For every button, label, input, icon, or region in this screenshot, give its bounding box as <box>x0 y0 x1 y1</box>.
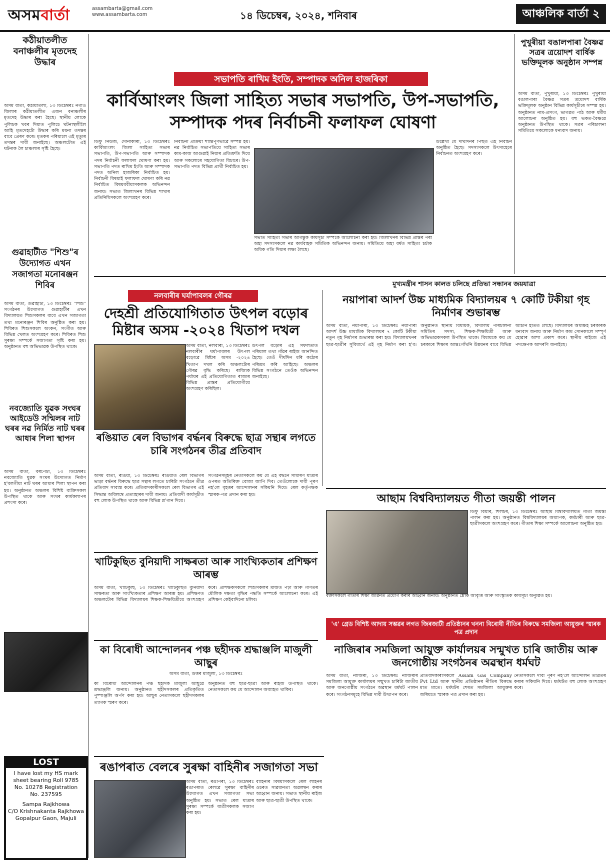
lost-text: I have lost my HS mark sheet bearing Roll 9785 No. 10278 Registration No. 237595 <box>13 771 79 798</box>
nazira-banner: 'এ' গ্ৰেড বিশিষ্ট আদায় সম্ভৱৰ লগত জিৰজাটী প্ৰতিষ্ঠানৰ খননা বিৰোধী নীতিৰ বিৰুদ্ধে সমজিলা আয়ুক্তৰ স্মাৰক পত্ৰ প্ৰদান <box>326 618 606 640</box>
divider <box>326 488 606 489</box>
section-badge <box>516 4 606 24</box>
issue-date: ১৪ ডিচেম্বৰ, ২০২৪, শনিবাৰ <box>240 11 358 22</box>
masthead-email: assambarta@gmail.com <box>92 6 153 12</box>
lost-place: Gopalpur Gaon, Majuli <box>15 816 77 822</box>
left-story2-headline: গুৱাহাটীত "শিশু"ৰ উদ্যোগত এখন সজাগতা মনোৰঞ্জন শিবিৰ <box>11 248 79 291</box>
masthead-website: www.assambarta.com <box>92 12 148 18</box>
page-number: ২ <box>592 6 600 20</box>
rangapara-headline: ৰঙাপৰাত বেলৰে সুৰক্ষা বাহিনীৰ সজাগতা সভা <box>100 760 318 774</box>
school-text: অসম বাৰ্তা, নয়াপাৰা, ১৩ ডিচেম্বৰঃ নয়াপাৰা আদৰ্শ উচ্চ মাধ্যমিক বিদ্যালয়ৰ ৭ কোটি টকীয়া নতুন গৃহ নিৰ্মাণৰ শুভাৰম্ভ কৰা হয়। বিদ্যালয়খনৰ ছাত্ৰ-ছাত্ৰীৰ সুবিধাৰ্থে এই গৃহ নিৰ্মাণ কৰা হ'ব। অনুষ্ঠানত স্থানীয় বিধায়ক, বিদ্যালয় পৰিচালনা সমিতিৰ সদস্য, শিক্ষক-শিক্ষয়িত্ৰী আৰু অভিভাৱকসকল উপস্থিত থাকে। বিধায়কে কয় যে চৰকাৰে শিক্ষাৰ আন্তঃগাঁথনি উন্নয়নৰ বাবে বিভিন্ন আঁচনি হাতত লৈছে। বিদ্যালয়ৰ অধ্যক্ষই চৰকাৰক ধন্যবাদ জনায় আৰু নিৰ্মাণ কাম সোনকালে সম্পূৰ্ণ হোৱাৰ আশা প্ৰকাশ কৰে। স্থানীয় ৰাইজে এই পদক্ষেপক আদৰণি জনাইছে। <box>326 324 606 348</box>
divider <box>94 276 606 277</box>
majuli-headline: কা বিৰোধী আন্দোলনৰ পঞ্চ ছহীদক শ্ৰদ্ধাঞ্জলি মাজুলী আছুৰ <box>100 645 312 669</box>
section-name: আঞ্চলিক বাৰ্তা <box>522 6 589 20</box>
majuli-text-a: কা বিৰোধী আন্দোলনৰ পঞ্চ ছহীদক মাজুলী আছুৱে শ্ৰদ্ধাঞ্জলি জনায়। অনুষ্ঠানত ছহীদসকলৰ প্ৰতিকৃতিত পুষ্পাঞ্জলি অৰ্পণ কৰা হয়। আছুৰ নেতাসকলে ছহীদসকলৰ ত্যাগক স্মৰণ কৰে। <box>94 682 204 706</box>
rangapara-text-b: বাহিনীৰ বিষয়াসকলে ৰেল লাইনৰ ওচৰত সাৱধানতা অৱলম্বন কৰাৰ আহ্বান জনায়। সভাত স্থানীয় ৰাইজ আৰু ছাত্ৰ-ছাত্ৰী উপস্থিত থাকে। <box>256 780 322 804</box>
protest-text-b: সংগঠনসমূহৰ নেতাসকলে কয় যে এই বৰ্দ্ধনে সাধাৰণ যাত্ৰীৰ ওপৰত অতিৰিক্ত বোজা জাপি দিব। তেওঁলোকে দাবী পূৰণ নহ'লে বৃহত্তৰ আন্দোলনৰ সকিয়নি দিয়ে। ৰেল কৰ্তৃপক্ষক স্মাৰক-পত্ৰ প্ৰদান কৰা হয়। <box>208 474 318 498</box>
logo-part2: বাৰ্তা <box>40 6 71 24</box>
rangapara-text-a: অসম বাৰ্তা, ৰঙাপৰা, ১৩ ডিচেম্বৰঃ ৰঙাপৰাত ৰেলৱে সুৰক্ষা বাহিনীৰ উদ্যোগত এখন সজাগতা সভা অনুষ্ঠিত হয়। সভাত ৰেল যাত্ৰাৰ সুৰক্ষা সম্পৰ্কে যাত্ৰীসকলক সজাগ কৰা হয়। <box>186 780 254 817</box>
protest-headline: ৰঙিয়াত ৰেল বিভাগৰ বৰ্দ্ধনৰ বিৰুদ্ধে ছাত্ৰ সন্থাৰ লগতে চাৰি সংগঠনৰ তীব্ৰ প্ৰতিবাদ <box>96 433 316 457</box>
bodybuilder-photo <box>94 344 186 430</box>
majuli-kicker: অসম বাৰ্তা, উত্তৰ মাজুলী, ১৩ ডিচেম্বৰঃ <box>169 672 243 677</box>
masthead-info <box>92 6 202 18</box>
gita-photo <box>326 510 468 594</box>
protest-text-a: অসম বাৰ্তা, ৰঙিয়া, ১৩ ডিচেম্বৰঃ ৰঙিয়াত ৰেল বিভাগৰ ভাড়া বৰ্দ্ধনৰ বিৰুদ্ধে ছাত্ৰ সন্থাৰ লগতে চাৰিটা সংগঠনে তীব্ৰ প্ৰতিবাদ সাব্যস্ত কৰে। প্ৰতিবাদকাৰীসকলে ৰেল বিভাগৰ এই সিদ্ধান্ত অবিলম্বে প্ৰত্যাহাৰৰ দাবী জনায়। প্ৰতিবাদী কাৰ্যসূচীত বহু লোক উপস্থিত থাকে আৰু বিভিন্ন শ্ল'গান দিয়ে। <box>94 474 204 504</box>
top-story-text-c: সভাত সাহিত্য সভাৰ আগন্তুক কাৰ্যসূচী সম্পৰ্কে আলোচনা কৰা হয়। জিলাখনৰ বিভিন্ন প্ৰান্তৰ পৰা অহা সদস্যসকলে নৱ কাৰ্যবাহক সমিতিক অভিনন্দন জনায়। সমিতিয়ে অহা বৰ্ষত সাহিত্য চৰ্চাক অধিক গতি দিয়াৰ লক্ষ্য লৈছে। <box>254 236 432 254</box>
column-rule <box>514 34 515 274</box>
top-story-photo <box>254 148 434 234</box>
left-story1-text: অসম বাৰ্তা, কঠীয়াতলী, ১৩ ডিচেম্বৰঃ নগাঁও জিলাৰ কঠীয়াতলীত এজন বনাঞ্চলীৰ মৃতদেহ উদ্ধাৰ কৰা হৈছে। স্থানীয় লোকে পুলিচক খবৰ দিয়াত পুলিচে ঘটনাস্থলীলৈ আহি মৃতদেহটো উদ্ধাৰ কৰি ময়না তদন্তৰ বাবে প্ৰেৰণ কৰে। মৃতকৰ পৰিয়ালে এই মৃত্যুৰ তদন্তৰ দাবী জনাইছে। অঞ্চলটোত এই ঘটনাক লৈ চাঞ্চল্যৰ সৃষ্টি হৈছে। <box>4 104 86 153</box>
training-headline: খাটিকুছিত বুনিয়াদী সাক্ষৰতা আৰু সাংখ্যিকতাৰ প্ৰশিক্ষণ আৰম্ভ <box>94 557 318 581</box>
mid-kicker-banner: নলবাৰীৰ ঘৰ্যাপাবলৰ গৌৰৱ <box>128 290 258 302</box>
top-story-text-a: ডিফু নিউজ, দোনাকাৰা, ১৩ ডিচেম্বৰঃ কাৰ্বিআংলং জিলা সাহিত্য সভাৰ সভাপতি, উপ-সভাপতি আৰু সম্পাদক পদৰ নিৰ্বাচনী ফলাফল ঘোষণা কৰা হয়। সভাপতি পদত ৰাখিম ইংতি আৰু সম্পাদক পদত অনিল হাজৰিকা নিৰ্বাচিত হয়। নিৰ্বাচনী বিষয়াই ফলাফল ঘোষণা কৰি নৱ নিৰ্বাচিত বিষয়ববীয়াসকলক অভিনন্দন জনায়। সভাত জিলাখনৰ বিভিন্ন শাখাৰ প্ৰতিনিধিসকলে অংশগ্ৰহণ কৰে। <box>94 140 170 201</box>
lost-notice <box>4 756 88 860</box>
top-story-banner: সভাপতি ৰাখিম ইংতি, সম্পাদক অনিল হাজৰিকা <box>174 72 428 86</box>
gita-text-b: বক্তাসকলে গীতাৰ শিক্ষা জীৱনত প্ৰয়োগ কৰাৰ আহ্বান জনায়। অনুষ্ঠানত শ্লোক আবৃত্তি আৰু সাংস্কৃতিক কাৰ্যসূচী অনুষ্ঠিত হয়। <box>326 594 553 599</box>
right-story1-text: অসম বাৰ্তা, পুখুৰীয়া, ১৩ ডিচেম্বৰঃ পুখুৰীয়া বঙালপাৰা বৈষ্ণৱ সত্ৰৰ ত্ৰয়োদশ বাৰ্ষিক ভক্তিমূলক অনুষ্ঠান বিভিন্ন কাৰ্যসূচীৰে সম্পন্ন হয়। অনুষ্ঠানত নাম-প্ৰসংগ, ভাগৱত পাঠ আৰু ধৰ্মীয় আলোচনা অনুষ্ঠিত হয়। বহু ভকত-বৈষ্ণৱে অনুষ্ঠানত উপস্থিত থাকে। সত্ৰৰ পৰিচালনা সমিতিয়ে সকলোকে ধন্যবাদ জনায়। <box>518 92 606 135</box>
bodybuilder-text-b: উৎপল বড়োৰ এই সফলতাত পৰিয়াল তথা গাঁৱৰ ৰাইজ আনন্দিত হৈছে। তেওঁ দীৰ্ঘদিন ধৰি কঠোৰ পৰিশ্ৰম কৰি আহিছে। অঞ্চলৰ বিভিন্ন সংগঠনে তেওঁক অভিনন্দন জনাইছে। <box>252 344 318 381</box>
nazira-text-b: প্ৰতিবাদকাৰীসকলে Assam Gas Company Pvt Ltd আৰু স্থানীয় প্ৰতিষ্ঠানৰ নীতিৰ বিৰুদ্ধে মাত মাতে। ধৰ্মঘটৰ শেষত সমজিলা আয়ুক্তৰ জৰিয়তে স্মাৰক পত্ৰ প্ৰদান কৰা হয়। <box>420 674 512 698</box>
gita-text-a: ডিফু বিয়াৰ, শিলচৰ, ১৩ ডিচেম্বৰঃ আছাম বিশ্ববিদ্যালয়ত গীতা জয়ন্তী পালন কৰা হয়। অনুষ্ঠানত বিশ্ববিদ্যালয়ৰ অধ্যাপক, কৰ্মচাৰী আৰু ছাত্ৰ-ছাত্ৰীসকলে অংশগ্ৰহণ কৰে। গীতাৰ শিক্ষা সম্পৰ্কে আলোচনা অনুষ্ঠিত হয়। <box>470 510 606 528</box>
top-story-text-b: নিৰ্বাচনী প্ৰক্ৰিয়া শান্তিপূৰ্ণভাৱে সম্পন্ন হয়। নৱ নিৰ্বাচিত সভাপতিয়ে সাহিত্য সভাৰ কাম-কাজ আগুৱাই নিয়াৰ প্ৰতিশ্ৰুতি দিয়ে আৰু সকলোৰে সহযোগিতা বিচাৰে। উপ-সভাপতি পদত বিভিন্ন প্ৰাৰ্থী নিৰ্বাচিত হয়। <box>174 140 250 170</box>
nazira-text-a: অসম বাৰ্তা, নাজিৰা, ১৩ ডিচেম্বৰঃ নাজিৰাৰ সমজিলা আয়ুক্ত কাৰ্যালয়ৰ সন্মুখত চাৰিটা জাতীয় আৰু জনগোষ্ঠীয় সংগঠনে অৱস্থান ধৰ্মঘট পালন কৰে। সংগঠনসমূহে বিভিন্ন দাবী উত্থাপন কৰে। <box>326 674 418 698</box>
rangapara-photo <box>94 780 186 858</box>
column-rule <box>88 34 89 858</box>
divider <box>94 552 318 553</box>
ad-image <box>4 632 88 692</box>
nazira-text-c: নেতাসকলে দাবী পূৰণ নহ'লে আন্দোলন তীব্ৰতৰ কৰাৰ সকিয়নি দিয়ে। ধৰ্মঘটত বহু লোক অংশগ্ৰহণ কৰে। <box>514 674 606 692</box>
right-story1-headline: পুখুৰীয়া বঙালপাৰা বৈষ্ণৱ সত্ৰৰ ত্ৰয়োদশ বাৰ্ষিক ভক্তিমূলক অনুষ্ঠান সম্পন্ন <box>520 38 604 67</box>
left-story2-text: অসম বাৰ্তা, গুৱাহাটী, ১৩ ডিচেম্বৰঃ "শিশু" সংগঠনৰ উদ্যোগত গুৱাহাটীৰ এখন বিদ্যালয়ত শিশুসকলৰ বাবে এখন সজাগতা তথা মনোৰঞ্জন শিবিৰ অনুষ্ঠিত কৰা হয়। শিবিৰত শিশুসকলে অংকন, সংগীত আৰু বিভিন্ন খেলত অংশগ্ৰহণ কৰে। শিবিৰত শিশু সুৰক্ষা সম্পৰ্কে সজাগতা সৃষ্টি কৰা হয়। অনুষ্ঠানত বহু অভিভাৱক উপস্থিত থাকে। <box>4 302 86 351</box>
bodybuilder-text-a: অসম বাৰ্তা, নলবাৰী, ১৩ ডিচেম্বৰঃ নলবাৰীৰ ঘৰ্যাপাবলৰ উৎপল বড়োৱে মিষ্টাৰ অসম -২০২৪ খিতাপ দখল কৰি অঞ্চলটোৰ গৌৰৱ বৃদ্ধি কৰিছে। ৰাজ্যিক পৰ্যায়ৰ এই প্ৰতিযোগিতাত ৰাজ্যৰ বিভিন্ন প্ৰান্তৰ প্ৰতিযোগীয়ে অংশগ্ৰহণ কৰিছিল। <box>186 344 250 393</box>
majuli-text-b: অনুষ্ঠানত বহু ছাত্ৰ-ছাত্ৰী আৰু ৰাইজ উপস্থিত থাকে। নেতাসকলে কয় যে আন্দোলন অব্যাহত থাকিব। <box>208 682 318 694</box>
lost-title: LOST <box>6 758 86 768</box>
lost-name: Sampa Rajkhowa <box>22 802 70 808</box>
mid-banner-text: মুখ্যমন্ত্ৰীৰ শাসন কালত চলিছে প্ৰতিভা সন্ধানৰ জয়যাত্ৰা <box>392 280 536 288</box>
logo-part1: অসম <box>8 6 41 24</box>
top-story-text-d: উল্লেখ্য যে দীৰ্ঘদিনৰ পিছত এই নিৰ্বাচন অনুষ্ঠিত হৈছে। সদস্যসকলে উৎসাহেৰে নিৰ্বাচনত অংশগ্ৰহণ কৰে। <box>436 140 512 158</box>
gita-headline: আছাম বিশ্ববিদ্যালয়ত গীতা জয়ন্তী পালন <box>376 492 556 505</box>
school-headline: নয়াপাৰা আদৰ্শ উচ্চ মাধ্যমিক বিদ্যালয়ৰ ৭ কোটি টকীয়া গৃহ নিৰ্মাণৰ শুভাৰম্ভ <box>342 294 590 319</box>
nazira-headline: নাজিৰাৰ সমজিলা আয়ুক্ত কাৰ্যালয়ৰ সন্মুখত চাৰি জাতীয় আৰু জনগোষ্ঠীয় সংগঠনৰ অৱস্থান ধৰ্মঘট <box>334 644 598 669</box>
divider <box>94 640 318 641</box>
masthead <box>0 0 610 32</box>
top-story-headline: কাৰ্বিআংলং জিলা সাহিত্য সভাৰ সভাপতি, উপ-সভাপতি, সম্পাদক পদৰ নিৰ্বাচনী ফলাফল ঘোষণা <box>106 91 500 133</box>
left-story1-headline: কঠীয়াতলীত বনাঞ্চলীৰ মৃতদেহ উদ্ধাৰ <box>13 36 77 68</box>
training-text: অসম বাৰ্তা, খাটিকুছি, ১৩ ডিচেম্বৰঃ খাটিকুছিত বুনিয়াদী সাক্ষৰতা আৰু সাংখ্যিকতাৰ প্ৰশিক্ষণ আৰম্ভ হয়। প্ৰশিক্ষণত অঞ্চলটোৰ বিভিন্ন বিদ্যালয়ৰ শিক্ষক-শিক্ষয়িত্ৰীয়ে অংশগ্ৰহণ কৰে। প্ৰশিক্ষকসকলে শিশুসকলৰ মাজত পঢ়া আৰু গণিতৰ মৌলিক দক্ষতা বৃদ্ধিৰ পদ্ধতি সম্পৰ্কে আলোচনা কৰে। এই প্ৰশিক্ষণ কেইবাদিনো চলিব। <box>94 586 318 604</box>
column-rule <box>322 290 323 486</box>
bodybuilder-headline: দেহশ্ৰী প্ৰতিযোগিতাত উৎপল বড়োৰ মিষ্টাৰ অসম -২০২৪ খিতাপ দখল <box>103 306 309 339</box>
lost-address: C/O Krishnakanta Rajkhowa <box>7 809 85 815</box>
divider <box>94 756 324 757</box>
left-story3-text: অসম বাৰ্তা, বৰপেটা, ১৩ ডিচেম্বৰঃ নবজ্যোতি যুৱক সংঘৰ উদ্যোগত নিৰ্মাণ হ'বলগীয়া নাট ঘৰৰ আধাৰ শিলা স্থাপন কৰা হয়। অনুষ্ঠানত অঞ্চলৰ বিশিষ্ট ব্যক্তিসকল উপস্থিত থাকে আৰু সংঘৰ কাৰ্যকলাপৰ প্ৰশংসা কৰে। <box>4 470 86 507</box>
newspaper-logo <box>8 4 70 29</box>
left-story3-headline: নবজ্যোতি যুৱক সংঘৰ আইডেউ সন্মিলৰ নাট ঘৰৰ নৱ নিৰ্মিত নাট ঘৰৰ আধাৰ শিলা স্থাপন <box>5 404 85 443</box>
